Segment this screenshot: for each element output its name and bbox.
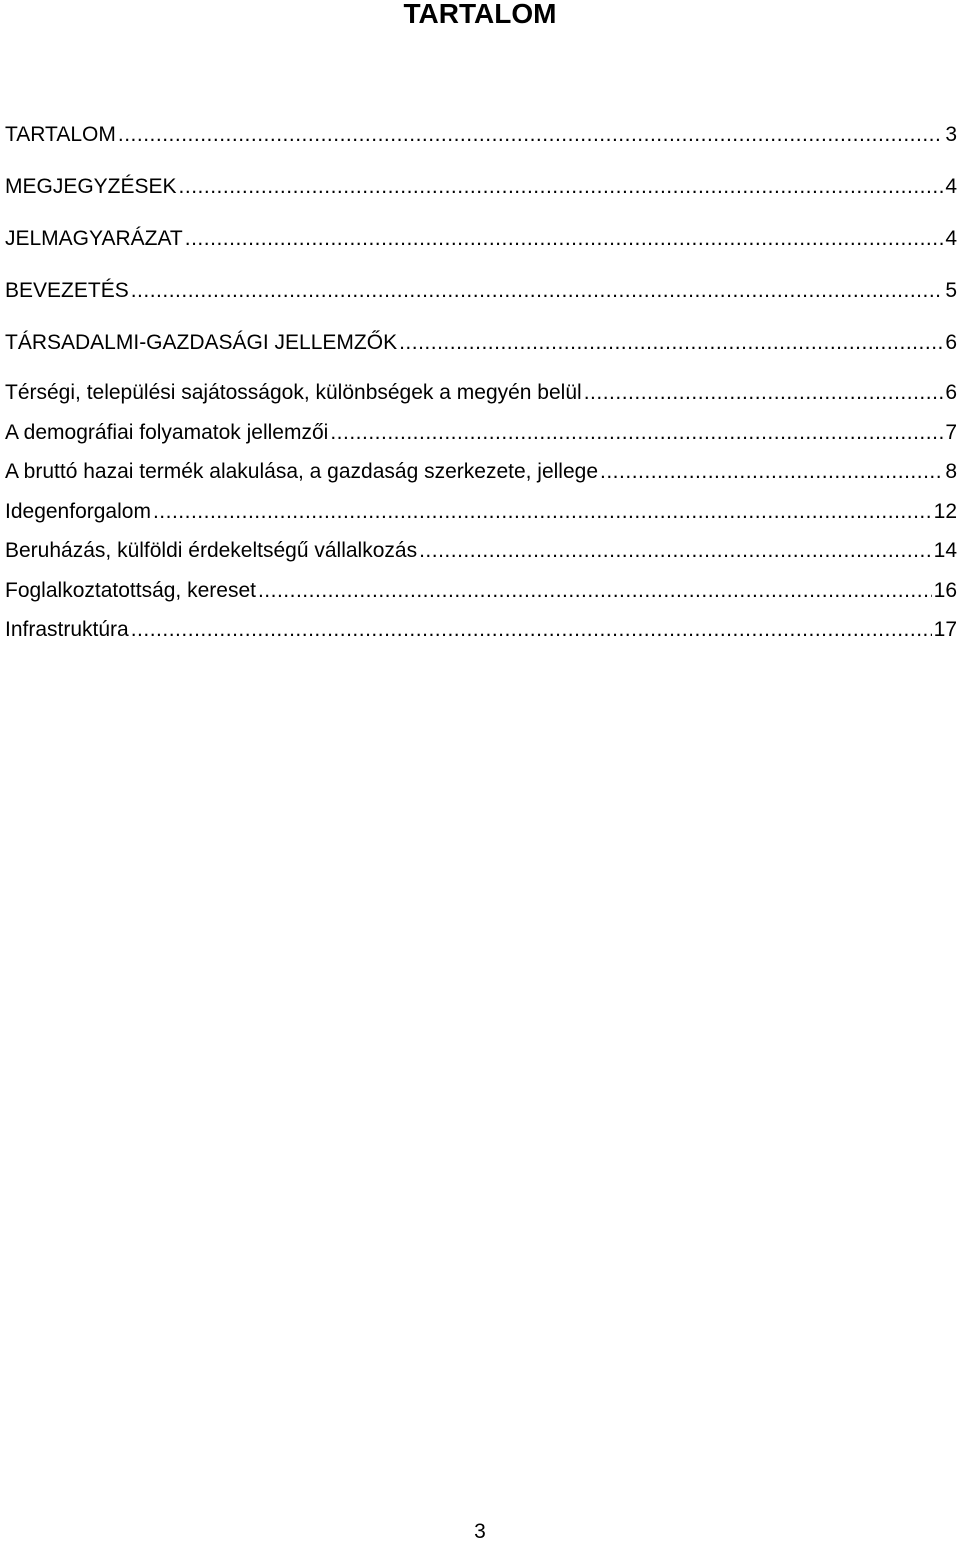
toc-entry-text: TÁRSADALMI-GAZDASÁGI JELLEMZŐK <box>5 331 398 354</box>
toc-leader-dots <box>185 221 944 257</box>
toc-entry-tersegi[interactable] <box>5 377 960 417</box>
toc-entry-page: 14 <box>933 539 957 562</box>
toc-entry-text: Foglalkoztatottság, kereset <box>5 578 256 602</box>
toc-entry-page: 7 <box>945 420 957 444</box>
page-title: TARTALOM <box>403 0 557 29</box>
toc-leader-dots <box>258 575 932 607</box>
toc-leader-dots <box>419 535 932 567</box>
toc-entry-tartalom[interactable] <box>5 117 960 169</box>
toc-entry-idegenforgalom[interactable] <box>5 496 960 536</box>
toc-leader-dots <box>584 377 944 409</box>
toc-entry-text: TARTALOM <box>5 123 116 146</box>
toc-entry-tarsadalmi-gazdasagi[interactable] <box>5 325 960 377</box>
table-of-contents <box>5 117 960 654</box>
toc-entry-text: Beruházás, külföldi érdekeltségű vállalkozás <box>5 539 418 562</box>
toc-entry-text: A bruttó hazai termék alakulása, a gazdaság szerkezete, jellege <box>5 460 599 483</box>
toc-entry-text: Idegenforgalom <box>5 499 151 523</box>
toc-leader-dots <box>131 273 944 309</box>
toc-entry-text: A demográfiai folyamatok jellemzői <box>5 420 329 444</box>
toc-entry-page: 4 <box>945 227 957 250</box>
toc-entry-bevezetes[interactable] <box>5 273 960 325</box>
toc-entry-jelmagyarazat[interactable] <box>5 221 960 273</box>
toc-entry-infrastruktura[interactable] <box>5 614 960 654</box>
toc-leader-dots <box>179 169 944 205</box>
toc-leader-dots <box>131 614 932 646</box>
toc-entry-text: Infrastruktúra <box>5 618 129 641</box>
toc-entry-megjegyzesek[interactable] <box>5 169 960 221</box>
toc-entry-page: 5 <box>945 279 957 302</box>
toc-entry-text: JELMAGYARÁZAT <box>5 227 183 250</box>
toc-leader-dots <box>600 456 943 488</box>
toc-entry-foglalkoztatottsag[interactable] <box>5 575 960 615</box>
toc-leader-dots <box>118 117 943 153</box>
toc-entry-page: 8 <box>945 460 957 483</box>
toc-entry-brutto-hazai[interactable] <box>5 456 960 496</box>
toc-entry-page: 6 <box>945 331 957 354</box>
toc-entry-page: 16 <box>933 578 957 602</box>
toc-entry-page: 17 <box>933 618 957 641</box>
page-number: 3 <box>474 1520 486 1543</box>
toc-entry-page: 4 <box>945 175 957 198</box>
toc-leader-dots <box>399 325 943 361</box>
toc-entry-text: MEGJEGYZÉSEK <box>5 175 177 198</box>
toc-entry-beruhazas[interactable] <box>5 535 960 575</box>
toc-entry-page: 12 <box>933 499 957 523</box>
toc-entry-page: 6 <box>945 381 957 404</box>
toc-leader-dots <box>153 496 932 528</box>
toc-entry-text: Térségi, települési sajátosságok, különbségek a megyén belül <box>5 381 582 404</box>
toc-entry-page: 3 <box>945 123 957 146</box>
toc-leader-dots <box>330 417 943 449</box>
toc-entry-text: BEVEZETÉS <box>5 279 129 302</box>
toc-entry-demografiai[interactable] <box>5 417 960 457</box>
